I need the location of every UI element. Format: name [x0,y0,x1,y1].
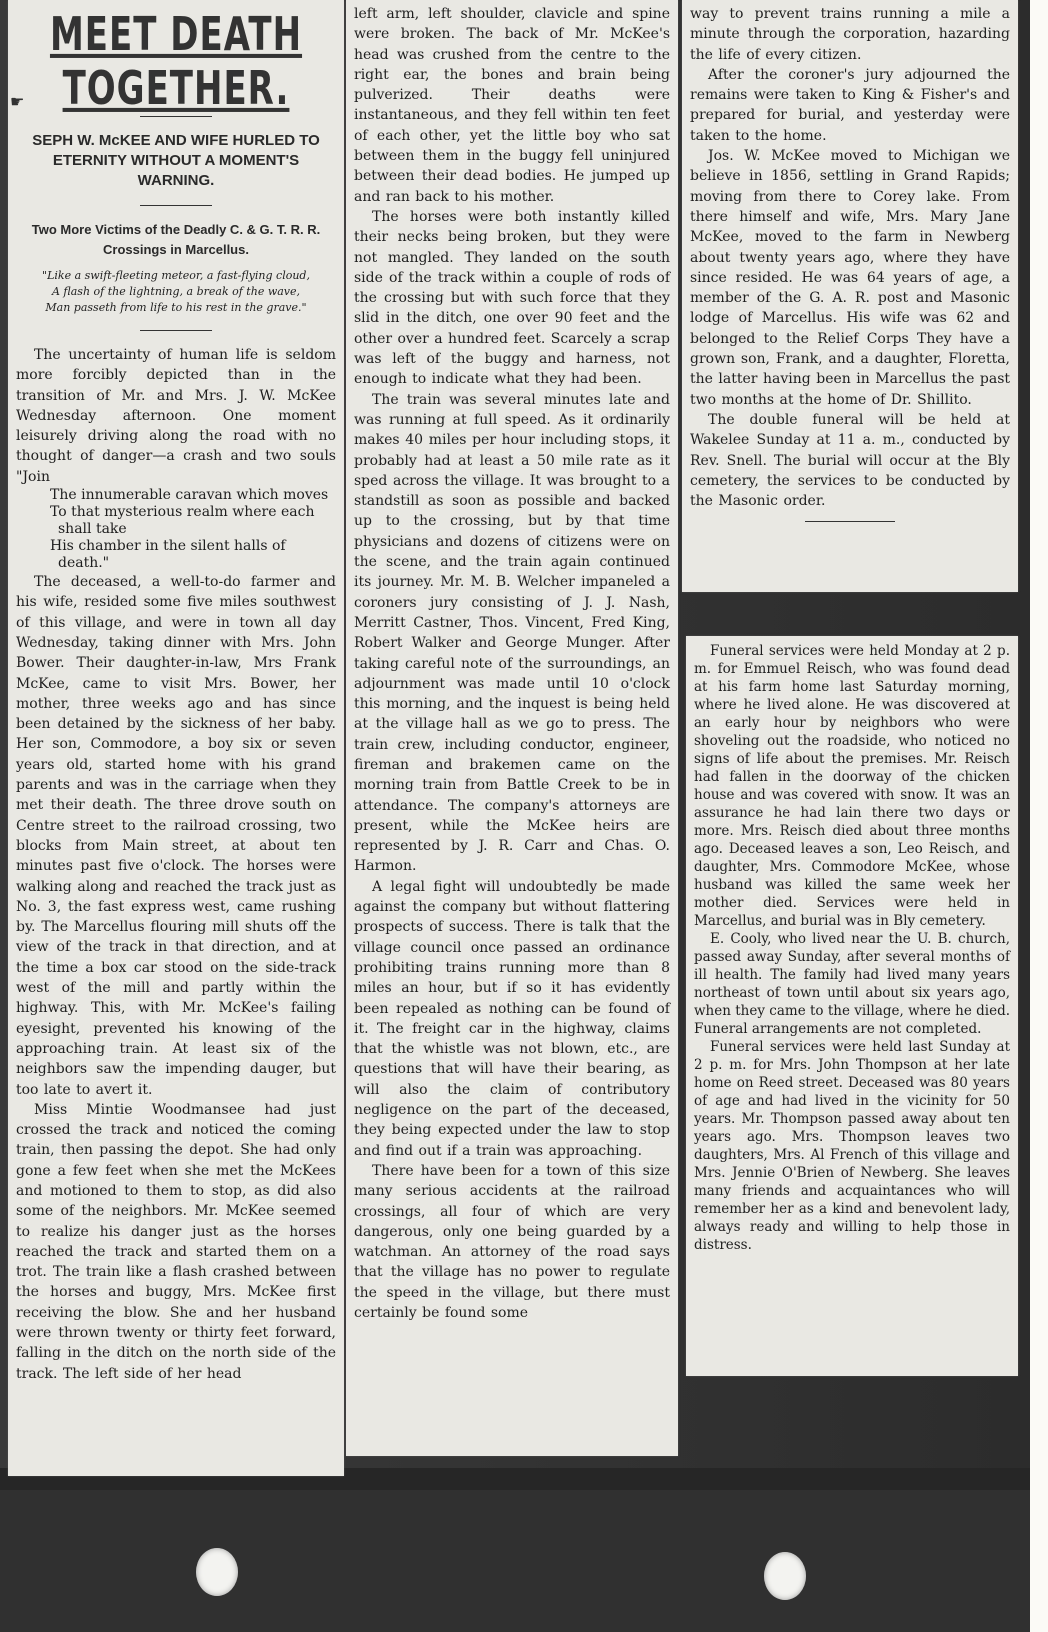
masthead: MEET DEATH TOGETHER. [49,8,303,116]
binder-hole-left [196,1548,238,1596]
binding-strip [0,1490,1030,1632]
clipping-column-2 [346,0,678,1456]
body-paragraph: way to prevent trains running a mile a minute through the corporation, hazarding the life of every citizen. [690,6,1010,63]
body-paragraph: There have been for a town of this size many serious accidents at the railroad crossings, all four of which are very dangerous, only one being guarded by a watchman. An attorney of the road says that the village has no power to regulate the speed in the village, but there must certainly be found some [354,1162,670,1321]
clipping-column-1 [8,0,344,1476]
pointing-hand-icon: ☛ [10,92,25,111]
notice-paragraph: E. Cooly, who lived near the U. B. church, passed away Sunday, after several months of ill health. The family had lived many years northeast of town until about six years ago, when they came to the village, where he died. Funeral arrangements are not completed. [694,931,1010,1037]
epigraph-line: Man passeth from life to his rest in the grave." [45,301,307,314]
epigraph [18,268,334,316]
verse-line: The innumerable caravan which moves [50,487,329,504]
binder-hole-right [764,1552,806,1600]
verse-line: His chamber in the silent halls of death." [50,538,286,572]
body-paragraph: Miss Mintie Woodmansee had just crossed the track and noticed the coming train, then passing the depot. She had only gone a few feet when she met the McKees and motioned to them to stop, as did also some of the neighbors. Mr. McKee seemed to realize his danger just as the horses reached the track and started them on a trot. The train like a flash crashed between the horses and buggy, Mrs. McKee first receiving the blow. She and her husband were thrown twenty or thirty feet forward, falling in the ditch on the north side of the track. The left side of her head [16,1101,336,1382]
verse-line: To that mysterious realm where each shall take [50,504,315,538]
body-paragraph: A legal fight will undoubtedly be made against the company but without flattering prospects of success. There is talk that the village council once passed an ordinance prohibiting trains running more than 8 miles an hour, but if so it has evidently been repealed as nothing can be found of it. The freight car in the highway, claims that the whistle was not blown, etc., are questions that will have their bearing, as will also the claim of contributory negligence on the part of the deceased, they being expected under the law to stop and find out if a train was approaching. [354,878,670,1159]
body-paragraph: After the coroner's jury adjourned the remains were taken to King & Fisher's and prepared for burial, and yesterday were taken to the home. [690,66,1010,144]
epigraph-line: A flash of the lightning, a break of the wave, [51,285,301,298]
clipping-funeral-notices [686,636,1018,1376]
notice-paragraph: Funeral services were held last Sunday at 2 p. m. for Mrs. John Thompson at her late home on Reed street. Deceased was 80 years of age and had lived in the vicinity for 50 years. Mr. Thompson passed away about ten years ago. Mrs. Thompson leaves two daughters, Mrs. Al French of this village and Mrs. Jennie O'Brien of Newberg. She leaves many friends and acquaintances who will remember her as a kind and benevolent lady, always ready and willing to help those in distress. [694,1039,1010,1253]
body-paragraph: The horses were both instantly killed their necks being broken, but they were not mangled. They landed on the south side of the track within a couple of rods of the crossing but with such force that they slid in the ditch, one over 90 feet and the other over a hundred feet. Scarcely a scrap was left of the buggy and harness, not enough to indicate what they had been. [354,208,670,388]
body-paragraph: The deceased, a well-to-do farmer and his wife, resided some five miles southwest of this village, and were in town all day Wednesday, taking dinner with Mrs. John Bower. Their daughter-in-law, Mrs Frank McKee, came to visit Mrs. Bower, her mother, three weeks ago and has since been detained by the sickness of her baby. Her son, Commodore, a boy six or seven years old, started home with his grand parents and was in the carriage when they met their death. The three drove south on Centre street to the railroad crossing, two blocks from Main street, at about ten minutes past five o'clock. The horses were walking along and reached the track just as No. 3, the fast express west, came rushing by. The Marcellus flouring mill shuts off the view of the track in that direction, and at the time a box car stood on the side-track west of the mill and partly within the highway. This, with Mr. McKee's failing eyesight, prevented his knowing of the approaching train. At least six of the neighbors saw the impending dauger, but too late to avert it. [16,574,336,1098]
rule [140,116,212,117]
epigraph-line: "Like a swift-fleeting meteor, a fast-flying cloud, [42,269,310,282]
notice-paragraph: Funeral services were held Monday at 2 p. m. for Emmuel Reisch, who was found dead at his farm home last Saturday morning, where he lived alone. He was discovered at an early hour by neighbors who were shoveling out the roadside, who noticed no signs of life about the premises. Mr. Reisch had fallen in the doorway of the chicken house and was covered with snow. It was an assurance he had lain there two days or more. Mrs. Reisch died about three months ago. Deceased leaves a son, Leo Reisch, and daughter, Mrs. Commodore McKee, whose husband was killed the same week her mother died. Services were held in Marcellus, and burial was in Bly cemetery. [694,643,1010,929]
clipping-column-3 [682,0,1018,592]
body-paragraph: Jos. W. McKee moved to Michigan we believe in 1856, settling in Grand Rapids; moving from there to Corey lake. From there himself and wife, Mrs. Mary Jane McKee, moved to the farm in Newberg about twenty years ago, where they have since resided. He was 64 years of age, a member of the G. A. R. post and Masonic lodge of Marcellus. His wife was 62 and belonged to the Relief Corps They have a grown son, Frank, and a daughter, Floretta, the latter having been in Marcellus the past two months at the home of Dr. Shillito. [690,148,1010,408]
body-paragraph: The train was several minutes late and was running at full speed. As it ordinarily makes 40 miles per hour including stops, it probably had at least a 50 mile rate as it sped across the village. It was brought to a standstill as soon as possible and backed up to the crossing, but by that time physicians and dozens of citizens were on the scene, and the train again continued its journey. Mr. M. B. Welcher impaneled a coroners jury consisting of J. J. Nash, Merritt Castner, Thos. Vincent, Fred King, Robert Walker and George Munger. After taking careful note of the surroundings, an adjournment was made until 10 o'clock this morning, and the inquest is being held at the village hall as we go to press. The train crew, including conductor, engineer, fireman and brakemen came on the morning train from Battle Creek to be in attendance. The company's attorneys are present, while the McKee heirs are represented by J. R. Carr and Chas. O. Harmon. [354,391,670,875]
end-rule [805,521,895,522]
rule [140,205,212,206]
intro-paragraph: The uncertainty of human life is seldom more forcibly depicted than in the transition of Mr. and Mrs. J. W. McKee Wednesday afternoon. One moment leisurely driving along the road with no thought of danger—a crash and two souls "Join [16,347,336,485]
verse [50,487,336,572]
headline: SEPH W. McKEE AND WIFE HURLED TO ETERNITY WITHOUT A MOMENT'S WARNING. [32,132,320,189]
body-paragraph: left arm, left shoulder, clavicle and spine were broken. The back of Mr. McKee's head was crushed from the centre to the right ear, the bones and brain being pulverized. Their deaths were instantaneous, and they fell within ten feet of each other, yet the little boy who sat between them in the buggy fell uninjured between their dead bodies. He jumped up and ran back to his mother. [354,6,670,205]
body-paragraph: The double funeral will be held at Wakelee Sunday at 11 a. m., conducted by Rev. Snell. The burial will occur at the Bly cemetery, the services to be conducted by the Masonic order. [690,411,1010,510]
rule [140,330,212,331]
subhead: Two More Victims of the Deadly C. & G. T. R. R. Crossings in Marcellus. [31,222,321,257]
